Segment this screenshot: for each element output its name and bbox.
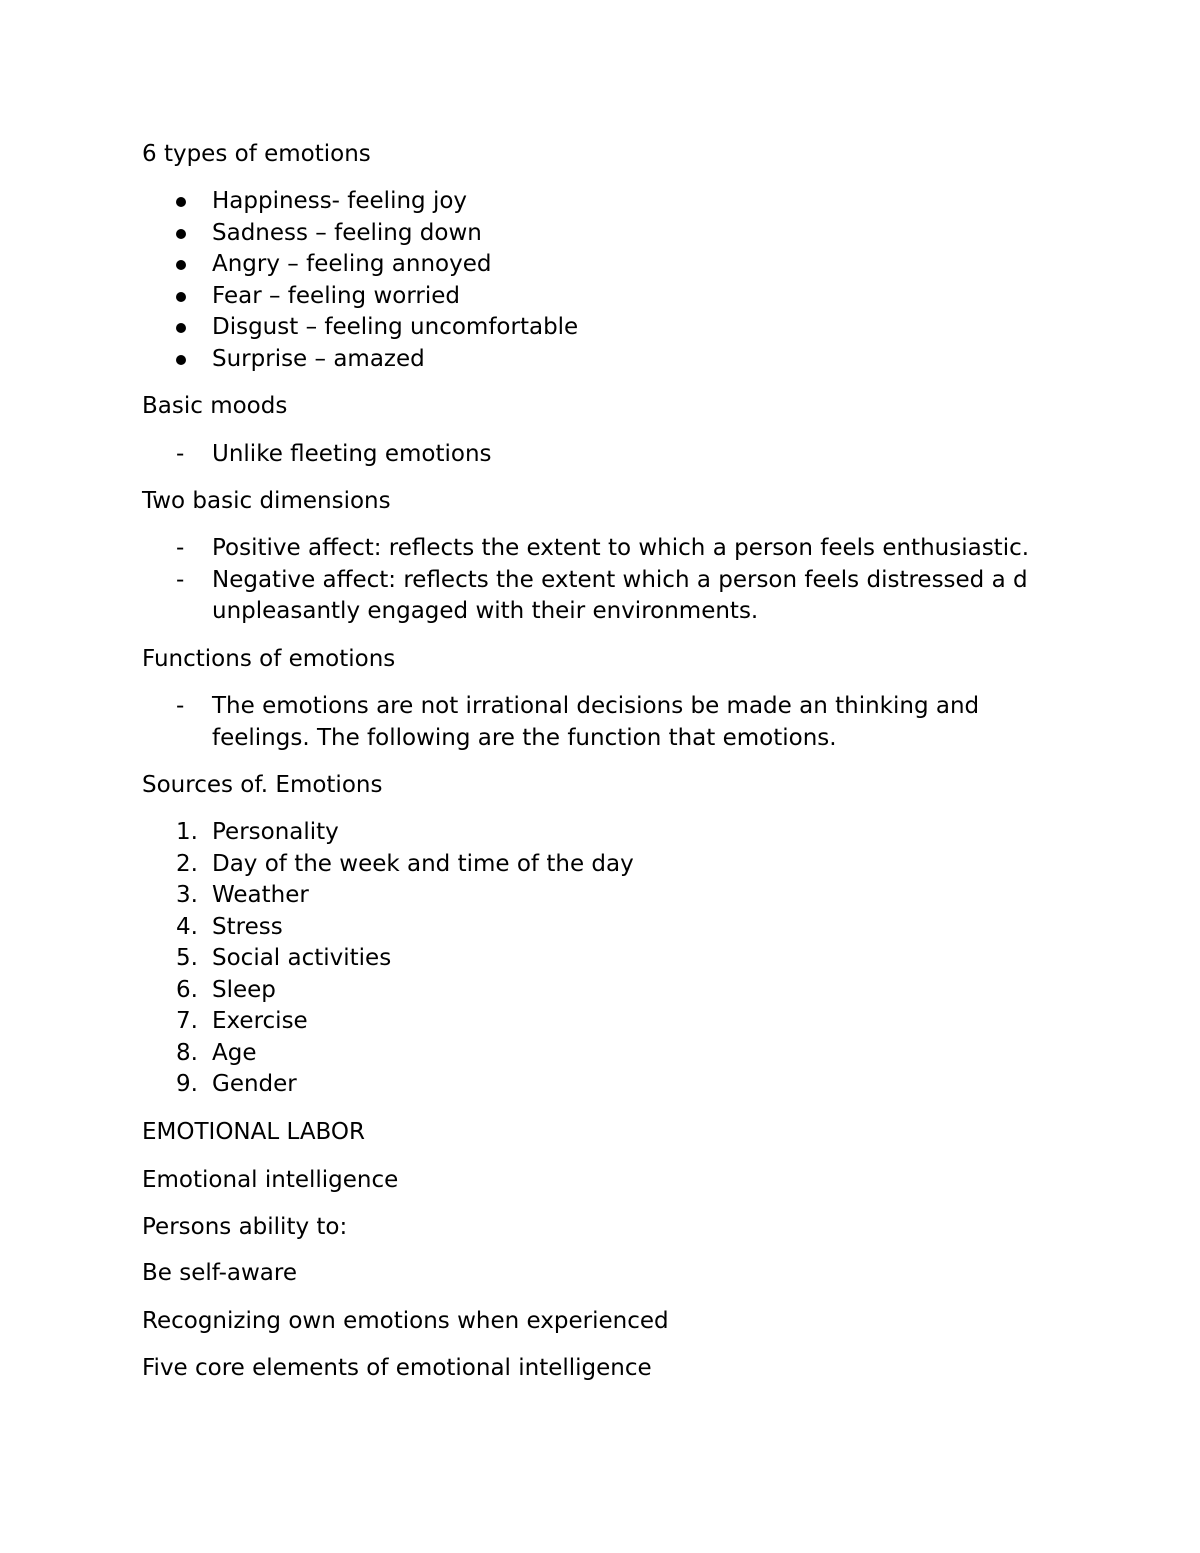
list-item: 7. Exercise: [142, 1006, 1072, 1038]
list-item: - Unlike fleeting emotions: [142, 439, 1072, 471]
list-item: Fear – feeling worried: [212, 282, 460, 309]
heading-two-dimensions: Two basic dimensions: [142, 488, 391, 514]
list-item: Sadness – feeling down: [212, 219, 482, 246]
list-item: 5. Social activities: [142, 943, 1072, 975]
dash-marker: -: [176, 693, 185, 719]
list-number: 5.: [176, 945, 198, 971]
list-item: - The emotions are not irrational decisions be made an thinking and feelings. The following are the function that emotions.: [176, 693, 980, 751]
heading-sources: Sources of. Emotions: [142, 772, 383, 798]
list-number: 8.: [176, 1039, 198, 1066]
dash-marker: -: [176, 441, 185, 467]
list-number: 6.: [176, 976, 198, 1003]
heading-basic-moods: Basic moods: [142, 393, 288, 419]
list-item: - Positive affect: reflects the extent to which a person feels enthusiastic.: [142, 533, 1072, 565]
list-item: Disgust – feeling uncomfortable: [212, 314, 579, 340]
heading-emotional-intelligence: Emotional intelligence: [142, 1167, 399, 1193]
functions-list: [142, 691, 1072, 754]
list-item: Surprise – amazed: [212, 345, 425, 372]
paragraph-five-core-elements: Five core elements of emotional intelligence: [142, 1355, 652, 1381]
list-item: 2. Day of the week and time of the day: [142, 849, 1072, 881]
list-number: 3.: [176, 882, 198, 908]
paragraph-recognizing: Recognizing own emotions when experienced: [142, 1308, 669, 1334]
list-item: 3. Weather: [142, 880, 1072, 912]
dimensions-list: [142, 533, 1072, 628]
list-item: 9. Gender: [142, 1069, 1072, 1101]
list-item: 6. Sleep: [142, 975, 1072, 1007]
heading-emotion-types: 6 types of emotions: [142, 141, 371, 167]
emotion-types-list: [142, 186, 1072, 375]
list-number: 7.: [176, 1008, 198, 1034]
paragraph-self-aware: Be self-aware: [142, 1260, 298, 1286]
list-item: Happiness- feeling joy: [212, 188, 468, 214]
list-item: 8. Age: [142, 1038, 1072, 1070]
list-item: Angry – feeling annoyed: [212, 251, 492, 277]
sources-list: [142, 817, 1072, 1101]
dash-marker: -: [176, 566, 185, 593]
dash-marker: -: [176, 535, 185, 561]
heading-functions: Functions of emotions: [142, 646, 396, 672]
list-number: 9.: [176, 1071, 198, 1097]
basic-moods-list: [142, 439, 1072, 471]
list-item: 1. Personality: [142, 817, 1072, 849]
list-item: 4. Stress: [142, 912, 1072, 944]
heading-emotional-labor: EMOTIONAL LABOR: [142, 1119, 366, 1145]
list-item: - Negative affect: reflects the extent which a person feels distressed a d unpleasantly engaged with their environments.: [176, 566, 1028, 624]
list-number: 2.: [176, 850, 198, 877]
list-number: 1.: [176, 819, 198, 845]
list-number: 4.: [176, 913, 198, 940]
paragraph-persons-ability: Persons ability to:: [142, 1214, 348, 1240]
